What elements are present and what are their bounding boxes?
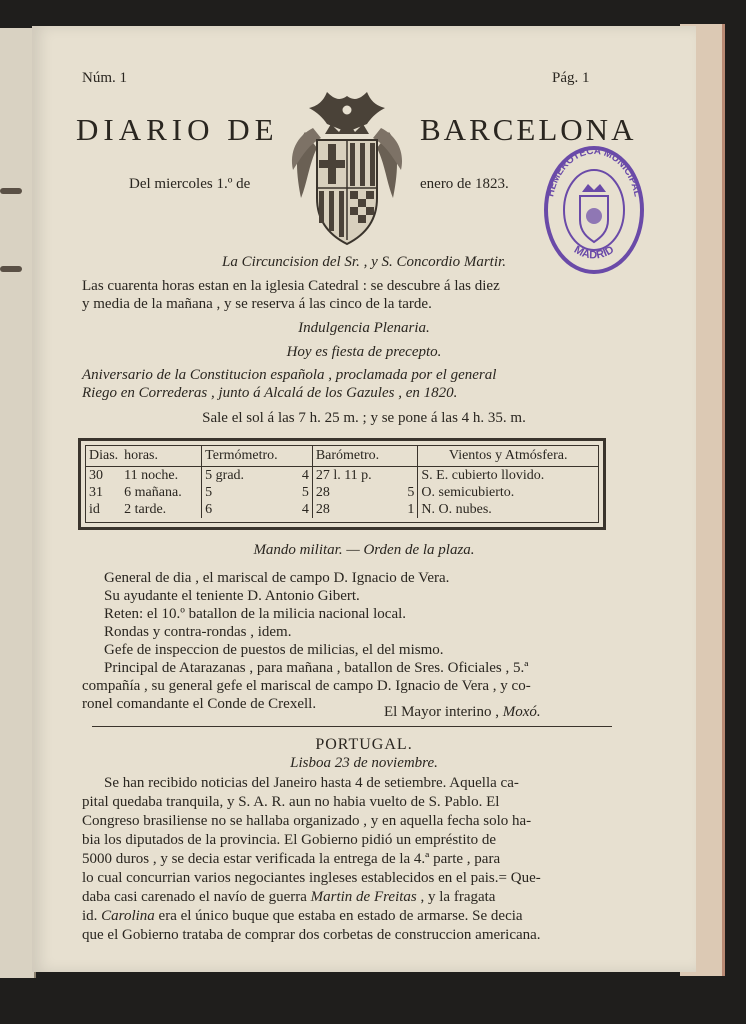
portugal-line-7-start: daba casi carenado el navío de guerra xyxy=(82,889,307,905)
issue-number: Núm. 1 xyxy=(82,70,127,86)
weather-wind: O. semicubierto. xyxy=(418,484,598,501)
svg-text:HEMEROTECA MUNICIPAL: HEMEROTECA MUNICIPAL xyxy=(545,145,643,198)
portugal-line-6: lo cual concurrian varios negociantes ingleses establecidos en el pais.= Que- xyxy=(82,870,541,886)
weather-temp: 6 xyxy=(202,501,287,518)
ship-name-martin-de-freitas: Martin de Freitas xyxy=(310,889,417,905)
forty-hours-line-2: y media de la mañana , y se reserva á las cinco de la tarde. xyxy=(82,296,432,312)
weather-hour: 6 mañana. xyxy=(124,484,182,500)
military-line-1: General de dia , el mariscal de campo D. Ignacio de Vera. xyxy=(104,570,450,586)
portugal-line-8-end: era el único buque que estaba en estado de armarse. Se decia xyxy=(158,908,523,924)
anniversary-line-2: Riego en Correderas , junto á Alcalá de los Gazules , en 1820. xyxy=(82,385,458,401)
portugal-line-1: Se han recibido noticias del Janeiro hasta 4 de setiembre. Aquella ca- xyxy=(104,775,519,791)
anniversary-line-1: Aniversario de la Constitucion española , proclamada por el general xyxy=(82,367,497,383)
section-divider xyxy=(92,726,612,727)
military-heading: Mando militar. — Orden de la plaza. xyxy=(253,542,475,558)
portugal-line-7-end: , y la fragata xyxy=(420,889,496,905)
weather-barometer: 28 xyxy=(312,484,399,501)
weather-header-days: Dias. xyxy=(86,446,121,467)
weather-row xyxy=(86,501,598,518)
military-signature xyxy=(384,703,541,721)
weather-barometer-lines: 1 xyxy=(407,501,415,517)
military-line-8: ronel comandante el Conde de Crexell. xyxy=(82,696,317,712)
portugal-line-7 xyxy=(82,888,495,906)
portugal-line-4: bia los diputados de la provincia. El Gobierno pidió un empréstito de xyxy=(82,832,497,848)
weather-temp-fraction: 5 xyxy=(301,484,309,500)
weather-wind: N. O. nubes. xyxy=(418,501,598,518)
forty-hours-line-1: Las cuarenta horas estan en la iglesia Catedral : se descubre á las diez xyxy=(82,278,500,294)
date-line-left: Del miercoles 1.º de xyxy=(129,176,251,192)
military-line-6: Principal de Atarazanas , para mañana , batallon de Sres. Oficiales , 5.ª xyxy=(104,660,529,676)
military-line-5: Gefe de inspeccion de puestos de milicias, el del mismo. xyxy=(104,642,444,658)
weather-row xyxy=(86,484,598,501)
weather-header-hours: horas. xyxy=(121,446,202,467)
military-line-3: Reten: el 10.º batallon de la milicia nacional local. xyxy=(104,606,407,622)
portugal-dateline: Lisboa 23 de noviembre. xyxy=(290,755,438,771)
weather-hour: 2 tarde. xyxy=(124,501,167,517)
date-line-right: enero de 1823. xyxy=(420,176,509,192)
saints-line: La Circuncision del Sr. , y S. Concordio Martir. xyxy=(222,254,506,270)
portugal-line-2: pital quedaba tranquila, y S. A. R. aun no habia vuelto de S. Pablo. El xyxy=(82,794,500,810)
facing-page-mark xyxy=(0,188,22,194)
facing-page-edge xyxy=(0,28,36,978)
sunrise-sunset-line: Sale el sol á las 7 h. 25 m. ; y se pone á las 4 h. 35. m. xyxy=(202,410,526,426)
weather-table xyxy=(78,438,606,530)
facing-page-mark xyxy=(0,266,22,272)
portugal-line-5: 5000 duros , y se decia estar verificada la entrega de la 4.ª parte , para xyxy=(82,851,501,867)
ship-name-carolina: Carolina xyxy=(101,908,155,924)
masthead-title-right: BARCELONA xyxy=(420,112,637,147)
masthead-title-left: DIARIO DE xyxy=(76,112,279,147)
weather-day: 31 xyxy=(89,484,103,500)
indulgence-line: Indulgencia Plenaria. xyxy=(298,320,430,336)
portugal-line-8 xyxy=(82,907,523,925)
weather-barometer: 27 l. 11 p. xyxy=(312,467,399,485)
weather-barometer-lines xyxy=(399,467,418,485)
weather-header-thermometer: Termómetro. xyxy=(202,446,313,467)
weather-temp: 5 xyxy=(202,484,287,501)
weather-day: 30 xyxy=(89,467,103,483)
portugal-line-3: Congreso brasiliense no se hallaba organizado , y en aquella fecha solo ha- xyxy=(82,813,532,829)
signature-title: El Mayor interino , xyxy=(384,704,499,720)
feast-line: Hoy es fiesta de precepto. xyxy=(286,344,442,360)
weather-temp-fraction: 4 xyxy=(301,467,309,483)
page-number: Pág. 1 xyxy=(552,70,590,86)
portugal-line-8-start: id. xyxy=(82,908,98,924)
military-line-7: compañía , su general gefe el mariscal de campo D. Ignacio de Vera , y co- xyxy=(82,678,531,694)
weather-header-barometer: Barómetro. xyxy=(312,446,418,467)
weather-wind: S. E. cubierto llovido. xyxy=(418,467,598,485)
weather-row xyxy=(86,467,598,485)
portugal-heading: PORTUGAL. xyxy=(315,736,413,753)
weather-header-winds: Vientos y Atmósfera. xyxy=(418,446,598,467)
portugal-line-9: que el Gobierno trataba de comprar dos corbetas de construccion americana. xyxy=(82,927,541,943)
newspaper-page xyxy=(32,26,696,972)
weather-temp-fraction: 4 xyxy=(301,501,309,517)
weather-day: id xyxy=(89,501,100,517)
military-line-2: Su ayudante el teniente D. Antonio Gibert. xyxy=(104,588,360,604)
weather-hour: 11 noche. xyxy=(124,467,179,483)
weather-temp: 5 grad. xyxy=(202,467,287,485)
weather-barometer-lines: 5 xyxy=(407,484,415,500)
signature-name: Moxó. xyxy=(502,704,541,720)
coat-of-arms-icon xyxy=(287,88,407,248)
weather-barometer: 28 xyxy=(312,501,399,518)
svg-text:MADRID: MADRID xyxy=(571,243,617,262)
military-line-4: Rondas y contra-rondas , idem. xyxy=(104,624,292,640)
